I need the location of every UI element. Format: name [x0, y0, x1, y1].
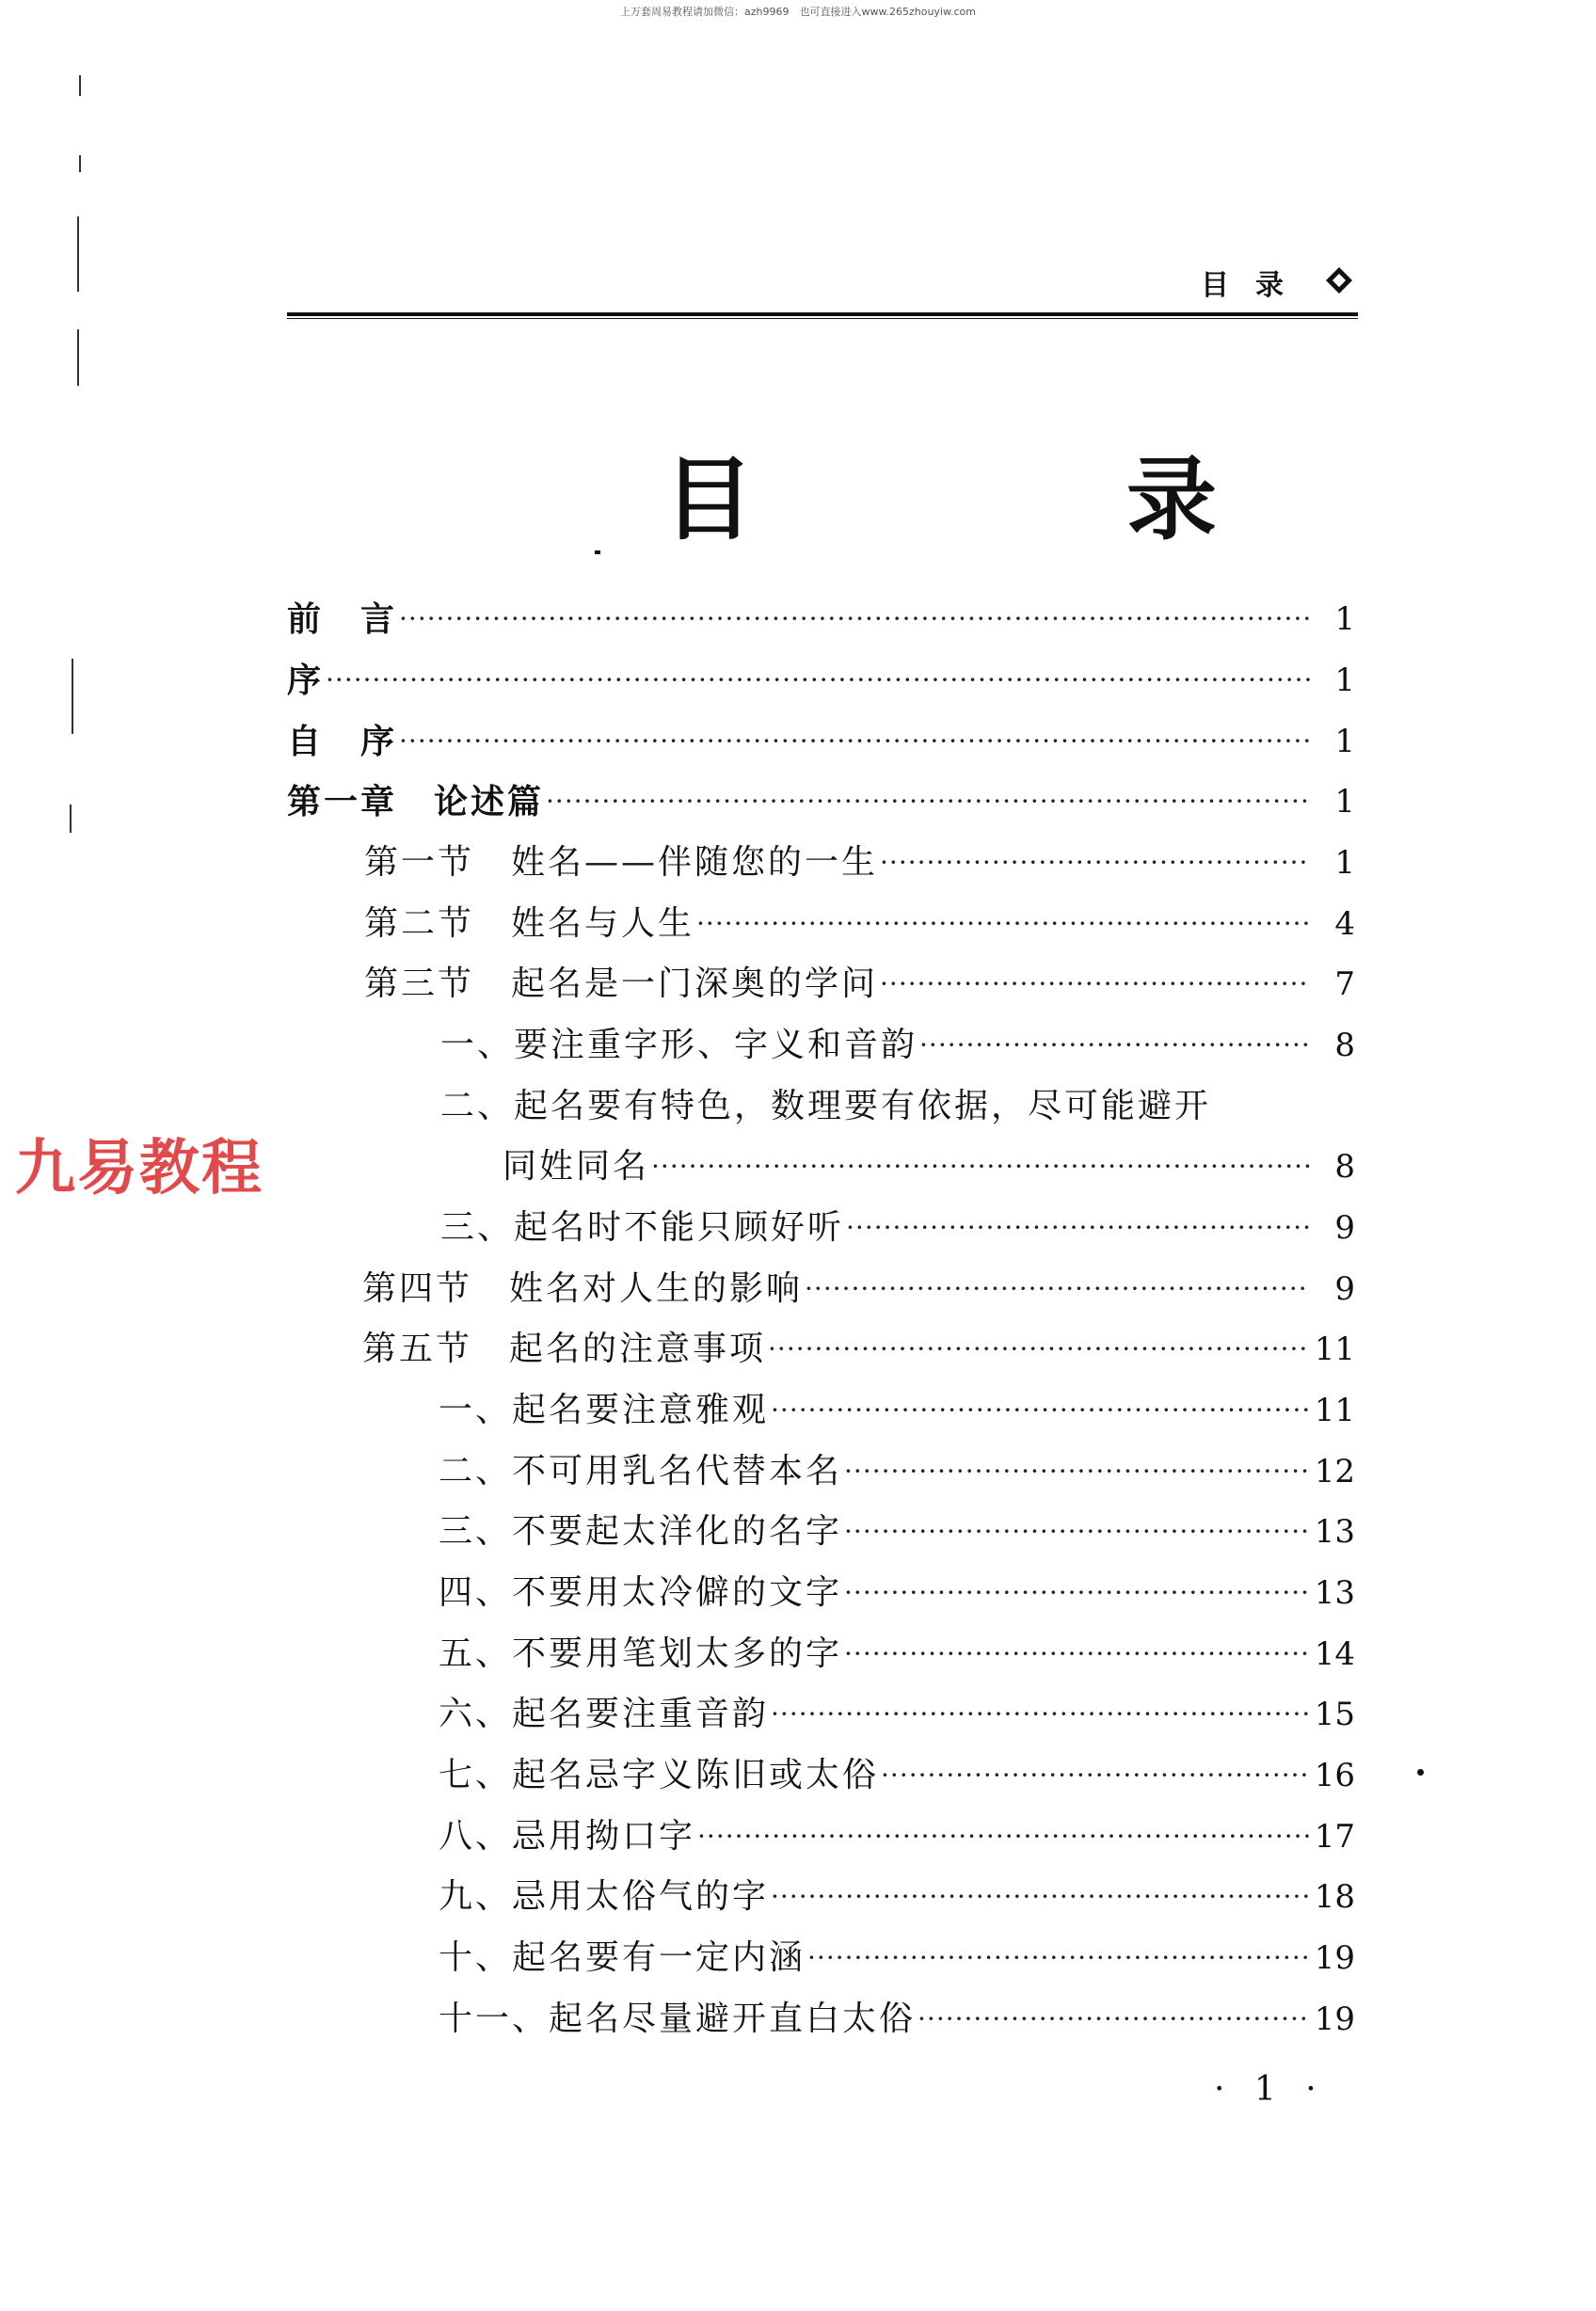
toc-entry-section — [364, 960, 1355, 1009]
toc-entry-page: 8 — [1334, 1027, 1355, 1064]
leader-dots — [803, 1265, 1310, 1314]
toc-entry-label: 七、起名忌字义陈旧或太俗 — [439, 1756, 880, 1794]
toc-entry-label: 同姓同名 — [503, 1147, 650, 1186]
toc-entry-page: 13 — [1314, 1513, 1355, 1551]
toc-entry-page: 4 — [1334, 905, 1355, 943]
toc-entry-page: 15 — [1314, 1696, 1355, 1733]
toc-entry-page: 1 — [1334, 661, 1355, 699]
toc-entry-item — [440, 1203, 1355, 1252]
leader-dots — [842, 1569, 1310, 1618]
toc-entry-label: 十一、起名尽量避开直白太俗 — [439, 2000, 917, 2038]
toc-entry-section — [362, 1325, 1355, 1374]
toc-entry-item — [439, 1873, 1355, 1921]
toc-entry-label: 一、起名要注意雅观 — [439, 1391, 770, 1429]
toc-entry-label: 自 序 — [287, 722, 398, 761]
leader-dots — [694, 900, 1310, 948]
header-divider — [287, 312, 1358, 319]
leader-dots — [806, 1934, 1310, 1983]
toc-entry — [287, 595, 1355, 644]
toc-entry-item — [439, 1507, 1355, 1556]
toc-entry-label: 十、起名要有一定内涵 — [439, 1938, 806, 1977]
toc-entry-label: 五、不要用笔划太多的字 — [439, 1634, 843, 1673]
toc-entry-label: 第三节 起名是一门深奥的学问 — [364, 964, 879, 1003]
toc-entry-item — [439, 1995, 1355, 2044]
toc-entry-label: 九、忌用太俗气的字 — [439, 1877, 770, 1916]
toc-entry-page: 9 — [1334, 1209, 1355, 1247]
leader-dots — [842, 1630, 1310, 1679]
toc-entry — [287, 656, 1355, 705]
scan-margin-mark — [79, 155, 81, 172]
leader-dots — [918, 1021, 1310, 1070]
toc-entry-page: 12 — [1314, 1453, 1355, 1490]
toc-entry-page: 1 — [1334, 783, 1355, 821]
toc-entry-label: 第一节 姓名——伴随您的一生 — [364, 843, 879, 882]
toc-entry-page: 18 — [1314, 1878, 1355, 1916]
scan-margin-mark — [72, 659, 73, 734]
running-header-title: 目录 — [1201, 269, 1310, 302]
toc-entry-item — [439, 1386, 1355, 1435]
toc-entry-label: 一、要注重字形、字义和音韵 — [440, 1026, 918, 1064]
scan-margin-mark — [77, 216, 79, 292]
leader-dots — [842, 1447, 1310, 1496]
leader-dots — [324, 656, 1310, 705]
page-title: 目 录 — [663, 447, 1358, 552]
toc-entry-label: 三、起名时不能只顾好听 — [440, 1208, 845, 1247]
leader-dots — [544, 777, 1310, 826]
toc-entry-page: 17 — [1314, 1818, 1355, 1856]
toc-entry-label: 二、起名要有特色，数理要有依据，尽可能避开 — [440, 1087, 1212, 1125]
toc-entry-page: 11 — [1314, 1392, 1355, 1429]
toc-entry-section — [364, 900, 1355, 948]
toc-entry-chapter — [287, 777, 1355, 826]
scan-margin-mark — [77, 329, 79, 386]
toc-entry-item — [440, 1082, 1355, 1131]
toc-entry-label: 八、忌用拗口字 — [439, 1817, 696, 1856]
toc-entry-item — [439, 1569, 1355, 1618]
toc-entry-item — [439, 1812, 1355, 1861]
toc-entry-item — [439, 1934, 1355, 1983]
leader-dots — [769, 1386, 1310, 1435]
page-number: · 1 · — [1214, 2070, 1326, 2109]
top-notice-banner: 上万套周易教程请加微信：azh9969 也可直接进入www.265zhouyiw.com — [620, 6, 976, 18]
leader-dots — [397, 595, 1310, 644]
leader-dots — [695, 1812, 1310, 1861]
scan-margin-mark — [70, 805, 72, 833]
toc-entry-page: 1 — [1334, 844, 1355, 882]
leader-dots — [769, 1690, 1310, 1739]
toc-entry-page: 1 — [1334, 723, 1355, 760]
scan-speck — [595, 550, 600, 554]
toc-entry-label: 第二节 姓名与人生 — [364, 904, 695, 943]
toc-entry-item-continuation — [503, 1142, 1355, 1191]
leader-dots — [769, 1873, 1310, 1921]
toc-entry — [287, 717, 1355, 766]
leader-dots — [842, 1507, 1310, 1556]
toc-entry-item — [439, 1630, 1355, 1679]
diamond-ornament-icon — [1324, 265, 1354, 295]
toc-entry-item — [439, 1447, 1355, 1496]
toc-entry-item — [439, 1751, 1355, 1800]
toc-entry-label: 二、不可用乳名代替本名 — [439, 1452, 843, 1490]
toc-entry-label: 前 言 — [287, 599, 398, 639]
toc-entry-page: 8 — [1334, 1148, 1355, 1186]
leader-dots — [397, 717, 1310, 766]
toc-entry-label: 四、不要用太冷僻的文字 — [439, 1573, 843, 1612]
toc-entry-page: 1 — [1334, 600, 1355, 638]
leader-dots — [879, 1751, 1310, 1800]
toc-entry-label: 序 — [287, 661, 325, 700]
toc-entry-label: 第五节 起名的注意事项 — [362, 1330, 767, 1368]
leader-dots — [844, 1203, 1310, 1252]
toc-entry-label: 三、不要起太洋化的名字 — [439, 1512, 843, 1551]
toc-entry-page: 13 — [1314, 1574, 1355, 1612]
toc-entry-page: 19 — [1314, 2000, 1355, 2038]
toc-entry-page: 7 — [1334, 965, 1355, 1003]
toc-entry-section — [364, 838, 1355, 887]
toc-entry-label: 第四节 姓名对人生的影响 — [362, 1269, 804, 1308]
watermark-text: 九易教程 — [15, 1134, 263, 1203]
scan-speck — [1417, 1769, 1424, 1776]
leader-dots — [878, 838, 1310, 887]
toc-entry-page: 11 — [1314, 1331, 1355, 1368]
toc-entry-page: 16 — [1314, 1757, 1355, 1794]
leader-dots — [766, 1325, 1310, 1374]
toc-entry-label: 六、起名要注重音韵 — [439, 1695, 770, 1733]
toc-entry-page: 19 — [1314, 1939, 1355, 1977]
leader-dots — [878, 960, 1310, 1009]
toc-entry-item — [440, 1021, 1355, 1070]
toc-entry-label: 第一章 论述篇 — [287, 782, 545, 821]
toc-entry-item — [439, 1690, 1355, 1739]
leader-dots — [649, 1142, 1310, 1191]
toc-entry-page: 9 — [1334, 1270, 1355, 1308]
scan-margin-mark — [79, 75, 81, 96]
toc-entry-section — [362, 1265, 1355, 1314]
leader-dots — [916, 1995, 1310, 2044]
toc-entry-page: 14 — [1314, 1635, 1355, 1673]
